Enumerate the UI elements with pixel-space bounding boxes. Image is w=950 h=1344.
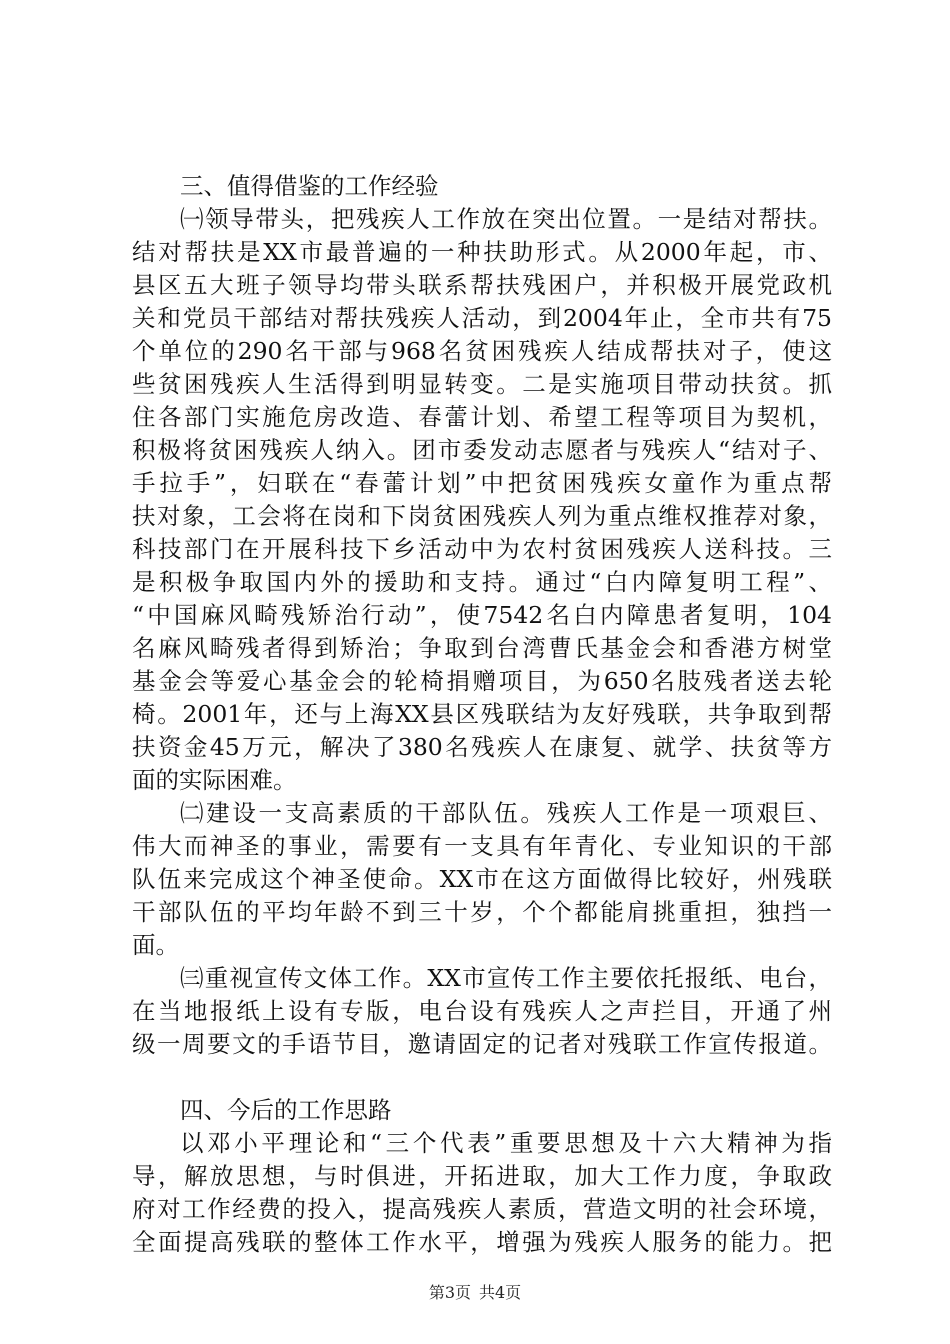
paragraph-line: 名麻风畸残者得到矫治；争取到台湾曹氏基金会和香港方树堂	[132, 634, 832, 662]
page-number: 第3页	[428, 1283, 471, 1302]
paragraph-line: 椅。2001年，还与上海XX县区残联结为友好残联，共争取到帮	[132, 700, 832, 728]
paragraph-line: 扶资金45万元，解决了380名残疾人在康复、就学、扶贫等方	[132, 733, 832, 761]
paragraph-line: 积极将贫困残疾人纳入。团市委发动志愿者与残疾人“结对子、	[132, 436, 832, 464]
paragraph-line: 伟大而神圣的事业，需要有一支具有年青化、专业知识的干部	[132, 832, 832, 860]
paragraph-line: 级一周要文的手语节目，邀请固定的记者对残联工作宣传报道。	[132, 1030, 832, 1058]
paragraph-line: 是积极争取国内外的援助和支持。通过“白内障复明工程”、	[132, 568, 832, 596]
paragraph-line: 队伍来完成这个神圣使命。XX市在这方面做得比较好，州残联	[132, 865, 832, 893]
page-total: 共4页	[479, 1283, 522, 1302]
paragraph-line: 科技部门在开展科技下乡活动中为农村贫困残疾人送科技。三	[132, 535, 832, 563]
section-gap	[132, 1061, 832, 1094]
paragraph-line: 面的实际困难。	[132, 766, 297, 794]
paragraph-line: 些贫困残疾人生活得到明显转变。二是实施项目带动扶贫。抓	[132, 370, 832, 398]
paragraph-line: 个单位的290名干部与968名贫困残疾人结成帮扶对子，使这	[132, 337, 832, 365]
paragraph-line: 关和党员干部结对帮扶残疾人活动，到2004年止，全市共有75	[132, 304, 832, 332]
paragraph-line: 结对帮扶是XX市最普遍的一种扶助形式。从2000年起，市、	[132, 238, 832, 266]
paragraph-line: 导，解放思想，与时俱进，开拓进取，加大工作力度，争取政	[132, 1162, 832, 1190]
paragraph-line: 干部队伍的平均年龄不到三十岁，个个都能肩挑重担，独挡一	[132, 898, 832, 926]
paragraph-line: 县区五大班子领导均带头联系帮扶残困户，并积极开展党政机	[132, 271, 832, 299]
paragraph-line: ㈠领导带头，把残疾人工作放在突出位置。一是结对帮扶。	[180, 205, 832, 233]
paragraph-line: 基金会等爱心基金会的轮椅捐赠项目，为650名肢残者送去轮	[132, 667, 832, 695]
paragraph-line: 全面提高残联的整体工作水平，增强为残疾人服务的能力。把	[132, 1228, 832, 1256]
paragraph-line: 在当地报纸上设有专版，电台设有残疾人之声拦目，开通了州	[132, 997, 832, 1025]
paragraph-line: 住各部门实施危房改造、春蕾计划、希望工程等项目为契机，	[132, 403, 832, 431]
paragraph-line: 手拉手”，妇联在“春蕾计划”中把贫困残疾女童作为重点帮	[132, 469, 832, 497]
paragraph-line: ㈡建设一支高素质的干部队伍。残疾人工作是一项艰巨、	[180, 799, 832, 827]
paragraph-line: 扶对象，工会将在岗和下岗贫困残疾人列为重点维权推荐对象，	[132, 502, 832, 530]
paragraph-line: “中国麻风畸残矫治行动”，使7542名白内障患者复明，104	[132, 601, 832, 629]
paragraph-line: 府对工作经费的投入，提高残疾人素质，营造文明的社会环境，	[132, 1195, 832, 1223]
document-body	[132, 170, 832, 1259]
section-heading-4: 四、今后的工作思路	[180, 1096, 392, 1124]
paragraph-line: 以邓小平理论和“三个代表”重要思想及十六大精神为指	[180, 1129, 832, 1157]
section-heading-3: 三、值得借鉴的工作经验	[180, 172, 439, 200]
paragraph-line: 面。	[132, 931, 179, 959]
page-footer	[0, 1283, 950, 1303]
paragraph-line: ㈢重视宣传文体工作。XX市宣传工作主要依托报纸、电台，	[180, 964, 832, 992]
